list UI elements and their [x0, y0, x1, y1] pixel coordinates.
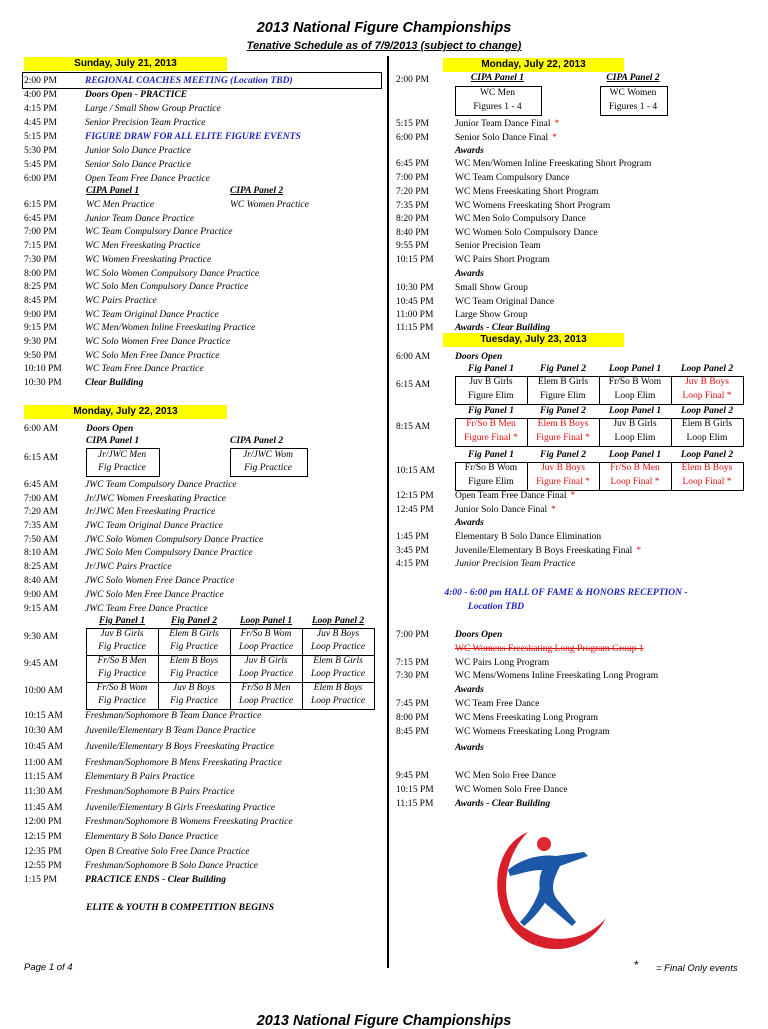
time-label: 12:35 PM: [24, 847, 62, 857]
event-label: JWC Solo Men Free Dance Practice: [85, 590, 224, 600]
event-label: Juvenile/Elementary B Boys Freeskating Practice: [85, 742, 275, 752]
event-label: WC Solo Women Free Dance Practice: [85, 337, 231, 347]
cell-event: Juv B Girls: [100, 629, 144, 639]
time-label: 8:40 AM: [24, 576, 59, 586]
cell-event: Fr/So B Men: [466, 419, 516, 429]
grid-header: Loop Panel 1: [239, 616, 293, 626]
cell-type: Loop Elim: [686, 433, 728, 443]
cell-type: Loop Practice: [310, 642, 366, 652]
time-label: 9:50 PM: [24, 351, 57, 361]
time-label: 8:25 AM: [24, 562, 59, 572]
panel-header: CIPA Panel 1: [470, 73, 525, 83]
event-label: WC Womens Freeskating Short Program: [455, 201, 611, 211]
event-label: Awards: [455, 518, 484, 528]
time-label: 10:15 PM: [396, 255, 434, 265]
event-label: WC Pairs Practice: [85, 296, 157, 306]
event-label: Juvenile/Elementary B Girls Freeskating Practice: [85, 803, 276, 813]
time-label: 6:15 AM: [24, 453, 59, 463]
event-label: WC Men Practice: [86, 200, 155, 210]
cell-event: Elem B Girls: [313, 656, 363, 666]
event-label: WC Women Practice: [230, 200, 309, 210]
cell-event: Fr/So B Wom: [96, 683, 148, 693]
time-label: 11:30 AM: [24, 787, 63, 797]
time-label: 9:45 AM: [24, 659, 59, 669]
time-label: 11:00 PM: [396, 310, 434, 320]
cell-type: Fig Practice: [98, 642, 146, 652]
event-label: Junior Solo Dance Practice: [85, 146, 191, 156]
cell-type: Loop Practice: [310, 696, 366, 706]
cell-type: Loop Practice: [238, 696, 294, 706]
event-label: Awards: [455, 743, 484, 753]
event-label: JWC Solo Women Compulsory Dance Practice: [85, 535, 264, 545]
time-label: 8:40 PM: [396, 228, 429, 238]
event-label: Junior Team Dance Final *: [455, 119, 560, 129]
cell-type: Loop Elim: [614, 391, 656, 401]
cell-event: Juv B Girls: [469, 377, 513, 387]
event-label: Juvenile/Elementary B Boys Freeskating Final *: [455, 546, 642, 556]
time-label: 12:15 PM: [396, 491, 434, 501]
event-label: Open Team Free Dance Final *: [455, 491, 576, 501]
event-label: Awards - Clear Building: [455, 323, 551, 333]
grid-header: Loop Panel 1: [608, 406, 662, 416]
event-label: WC Team Compulsory Dance: [455, 173, 570, 183]
time-label: 10:15 PM: [396, 785, 434, 795]
cell-event: Elem B Boys: [537, 419, 589, 429]
time-label: 12:00 PM: [24, 817, 62, 827]
event-label: JWC Team Original Dance Practice: [85, 521, 223, 531]
time-label: 5:45 PM: [24, 160, 57, 170]
legend-star: *: [634, 958, 639, 972]
time-label: 7:15 PM: [24, 241, 57, 251]
time-label: 8:45 PM: [24, 296, 57, 306]
time-label: 8:00 PM: [396, 713, 429, 723]
time-label: 10:45 AM: [24, 742, 63, 752]
event-label: WC Men/Women Inline Freeskating Practice: [85, 323, 256, 333]
time-label: 11:00 AM: [24, 758, 63, 768]
event-label: Large Show Group: [455, 310, 528, 320]
cell-event: Elem B Girls: [169, 629, 219, 639]
cell-type: Figure Final *: [536, 433, 590, 443]
cell-type: Figure Elim: [468, 391, 514, 401]
event-label: JWC Team Compulsory Dance Practice: [85, 480, 237, 490]
event-label: Junior Team Dance Practice: [85, 214, 195, 224]
panel-header: CIPA Panel 2: [606, 73, 660, 83]
time-label: 12:55 PM: [24, 861, 62, 871]
event-label: WC Team Original Dance Practice: [85, 310, 219, 320]
event-label: Junior Precision Team Practice: [455, 559, 576, 569]
legend-text: = Final Only events: [656, 963, 738, 974]
cell-type: Figure Final *: [464, 433, 518, 443]
event-label: WC Solo Men Free Dance Practice: [85, 351, 220, 361]
cell-label: Jr/JWC Men: [97, 450, 147, 460]
event-label: Clear Building: [85, 378, 144, 388]
event-label: Elementary B Solo Dance Practice: [85, 832, 218, 842]
event-label: JWC Solo Men Compulsory Dance Practice: [85, 548, 253, 558]
time-label: 5:30 PM: [24, 146, 57, 156]
time-label: 8:15 AM: [396, 422, 431, 432]
grid-header: Loop Panel 2: [680, 450, 734, 460]
grid-header: Loop Panel 1: [608, 364, 662, 374]
day-header-monday-right: Monday, July 22, 2013: [443, 58, 624, 72]
logo-head: [537, 837, 551, 851]
time-label: 10:00 AM: [24, 686, 63, 696]
time-label: 9:30 PM: [24, 337, 57, 347]
cell-event: Elem B Girls: [681, 419, 733, 429]
time-label: 4:15 PM: [24, 104, 57, 114]
logo-skater-leg: [520, 888, 548, 926]
grid-header: Loop Panel 2: [680, 406, 734, 416]
cell-event: Elem B Boys: [313, 683, 363, 693]
time-label: 12:45 PM: [396, 505, 434, 515]
panel-header: CIPA Panel 1: [86, 186, 140, 196]
event-label: Awards: [455, 685, 484, 695]
time-label: 12:15 PM: [24, 832, 62, 842]
cell-event: Elem B Boys: [169, 656, 219, 666]
time-label: 4:00 PM: [24, 90, 57, 100]
time-label: 7:20 AM: [24, 507, 59, 517]
page-subtitle: Tenative Schedule as of 7/9/2013 (subject to change): [246, 40, 522, 52]
cell-type: Figure Final *: [536, 477, 590, 487]
panel-header: CIPA Panel 2: [230, 436, 284, 446]
time-label: 7:35 PM: [396, 201, 429, 211]
time-label: 4:45 PM: [24, 118, 57, 128]
time-label: 7:00 AM: [24, 494, 59, 504]
event-label: WC Team Free Dance: [455, 699, 540, 709]
grid-header: Fig Panel 1: [468, 364, 514, 374]
time-label: 6:00 PM: [396, 133, 429, 143]
event-label: FIGURE DRAW FOR ALL ELITE FIGURE EVENTS: [85, 132, 301, 142]
cell-type: Fig Practice: [98, 696, 146, 706]
time-label: 9:45 PM: [396, 771, 429, 781]
event-label: WC Pairs Long Program: [455, 658, 550, 668]
cell-type: Loop Practice: [310, 669, 366, 679]
cell-type: Loop Practice: [238, 669, 294, 679]
day-header-monday-left: Monday, July 22, 2013: [24, 405, 227, 419]
cell-event: Fr/So B Men: [241, 683, 291, 693]
cell-label: Figures 1 - 4: [608, 102, 658, 112]
event-label: Senior Solo Dance Practice: [85, 160, 191, 170]
time-label: 4:15 PM: [396, 559, 429, 569]
cell-type: Fig Practice: [170, 669, 218, 679]
event-label: Awards - Clear Building: [455, 799, 551, 809]
event-label: WC Mens/Womens Inline Freeskating Long Program: [455, 671, 659, 681]
final-only-star: *: [552, 133, 557, 143]
time-label: 7:00 PM: [24, 227, 57, 237]
cell-event: Juv B Boys: [316, 629, 360, 639]
cell-label: Jr/JWC Wom: [242, 450, 294, 460]
event-label: Elementary B Pairs Practice: [85, 772, 195, 782]
final-only-star: *: [570, 491, 576, 501]
logo-skater-body: [508, 852, 588, 926]
time-label: 2:00 PM: [396, 75, 429, 85]
grid-header: Fig Panel 2: [540, 406, 586, 416]
time-label: 7:30 PM: [24, 255, 57, 265]
time-label: 9:00 PM: [24, 310, 57, 320]
day-header-sunday: Sunday, July 21, 2013: [24, 57, 227, 71]
time-label: 11:15 PM: [396, 799, 434, 809]
time-label: 2:00 PM: [24, 76, 57, 86]
time-label: 10:30 AM: [24, 726, 63, 736]
time-label: 7:45 PM: [396, 699, 429, 709]
time-label: 7:20 PM: [396, 187, 429, 197]
time-label: 7:15 PM: [396, 658, 429, 668]
elite-youth-heading: ELITE & YOUTH B COMPETITION BEGINS: [86, 903, 275, 913]
time-label: 11:15 PM: [396, 323, 434, 333]
cell-type: Fig Practice: [170, 696, 218, 706]
time-label: 10:10 PM: [24, 364, 62, 374]
cell-type: Fig Practice: [170, 642, 218, 652]
time-label: 7:30 PM: [396, 671, 429, 681]
event-label: Senior Precision Team Practice: [85, 118, 206, 128]
cell-event: Juv B Boys: [172, 683, 216, 693]
event-label: Small Show Group: [455, 283, 528, 293]
time-label: 6:00 AM: [396, 352, 431, 362]
cell-event: Fr/So B Wom: [464, 463, 518, 473]
event-label: WC Mens Freeskating Short Program: [455, 187, 599, 197]
hall-of-fame-heading: 4:00 - 6:00 pm HALL OF FAME & HONORS RECEPTION -: [444, 588, 688, 598]
coaches-meeting-box: [22, 72, 382, 89]
event-label: Jr/JWC Pairs Practice: [85, 562, 172, 572]
cell-event: Juv B Girls: [613, 419, 657, 429]
time-label: 10:30 PM: [24, 378, 62, 388]
time-label: 8:25 PM: [24, 282, 57, 292]
grid-header: Fig Panel 1: [468, 450, 514, 460]
cell-event: Elem B Boys: [681, 463, 733, 473]
time-label: 7:50 AM: [24, 535, 59, 545]
time-label: 6:15 AM: [396, 380, 431, 390]
event-label: Open B Creative Solo Free Dance Practice: [85, 847, 250, 857]
time-label: 9:15 AM: [24, 604, 59, 614]
grid-header: Fig Panel 2: [540, 450, 586, 460]
time-label: 7:00 PM: [396, 173, 429, 183]
skater-logo: [480, 818, 620, 958]
final-only-star: *: [636, 546, 642, 556]
cell-type: Loop Final *: [682, 391, 732, 401]
time-label: 6:45 AM: [24, 480, 59, 490]
cell-event: Fr/So B Men: [610, 463, 660, 473]
event-label: WC Women Solo Compulsory Dance: [455, 228, 598, 238]
event-label: WC Team Original Dance: [455, 297, 555, 307]
time-label: 6:15 PM: [24, 200, 57, 210]
panel-header: CIPA Panel 2: [230, 186, 284, 196]
cell-label: Figures 1 - 4: [473, 102, 522, 112]
hall-of-fame-location: Location TBD: [467, 602, 525, 612]
event-label: WC Womens Freeskating Long Program: [455, 727, 610, 737]
event-label: Junior Solo Dance Final *: [455, 505, 556, 515]
cell-type: Figure Elim: [540, 391, 586, 401]
page-number: Page 1 of 4: [24, 962, 73, 973]
event-label: Doors Open - PRACTICE: [85, 90, 188, 100]
cell-label: Fig Practice: [244, 463, 292, 473]
cell-event: Juv B Girls: [244, 656, 288, 666]
time-label: 5:15 PM: [396, 119, 429, 129]
cell-event: Fr/So B Wom: [240, 629, 292, 639]
grid-header: Loop Panel 2: [311, 616, 365, 626]
event-label: Elementary B Solo Dance Elimination: [455, 532, 602, 542]
event-label: PRACTICE ENDS - Clear Building: [85, 875, 226, 885]
event-label: WC Womens Freeskating Long Program Group 1: [455, 644, 644, 654]
event-label: Awards: [455, 269, 484, 279]
time-label: 9:15 PM: [24, 323, 57, 333]
event-label: WC Pairs Short Program: [455, 255, 550, 265]
grid-header: Loop Panel 2: [680, 364, 734, 374]
time-label: 6:45 PM: [396, 159, 429, 169]
time-label: 9:55 PM: [396, 241, 429, 251]
event-label: REGIONAL COACHES MEETING (Location TBD): [85, 76, 293, 86]
event-label: Freshman/Sophomore B Team Dance Practice: [85, 711, 262, 721]
panel-header: CIPA Panel 1: [86, 436, 140, 446]
final-only-star: *: [551, 505, 556, 515]
next-page-title: 2013 National Figure Championships: [256, 1013, 512, 1029]
time-label: 9:00 AM: [24, 590, 59, 600]
time-label: 10:15 AM: [24, 711, 63, 721]
event-label: Jr/JWC Men Freeskating Practice: [85, 507, 216, 517]
page-title: 2013 National Figure Championships: [256, 20, 512, 36]
event-label: Senior Solo Dance Final *: [455, 133, 557, 143]
time-label: 6:45 PM: [24, 214, 57, 224]
event-label: WC Men Solo Free Dance: [455, 771, 556, 781]
event-label: JWC Solo Women Free Dance Practice: [85, 576, 235, 586]
event-label: Juvenile/Elementary B Team Dance Practice: [85, 726, 256, 736]
time-label: 10:30 PM: [396, 283, 434, 293]
event-label: WC Men Freeskating Practice: [85, 241, 201, 251]
event-label: Awards: [455, 146, 484, 156]
cell-type: Fig Practice: [98, 669, 146, 679]
time-label: 7:00 PM: [396, 630, 429, 640]
cell-type: Loop Practice: [238, 642, 294, 652]
event-label: WC Women Freeskating Practice: [85, 255, 212, 265]
time-label: 8:45 PM: [396, 727, 429, 737]
time-label: 6:00 PM: [24, 174, 57, 184]
time-label: 1:45 PM: [396, 532, 429, 542]
column-divider: [387, 56, 389, 968]
event-label: JWC Team Free Dance Practice: [85, 604, 208, 614]
time-label: 1:15 PM: [24, 875, 57, 885]
time-label: 11:45 AM: [24, 803, 63, 813]
time-label: 8:20 PM: [396, 214, 429, 224]
event-label: Doors Open: [86, 424, 134, 434]
cell-label: WC Men: [479, 88, 516, 98]
time-label: 5:15 PM: [24, 132, 57, 142]
event-label: WC Team Free Dance Practice: [85, 364, 204, 374]
cell-event: Juv B Boys: [541, 463, 585, 473]
grid-header: Fig Panel 2: [540, 364, 586, 374]
event-label: Freshman/Sophomore B Womens Freeskating Practice: [85, 817, 293, 827]
time-label: 8:00 PM: [24, 269, 57, 279]
event-label: WC Mens Freeskating Long Program: [455, 713, 599, 723]
event-label: WC Men/Women Inline Freeskating Short Program: [455, 159, 652, 169]
event-label: WC Women Solo Free Dance: [455, 785, 568, 795]
day-header-tuesday: Tuesday, July 23, 2013: [443, 333, 624, 347]
event-label: Large / Small Show Group Practice: [85, 104, 221, 114]
cell-label: WC Women: [609, 88, 657, 98]
time-label: 9:30 AM: [24, 632, 59, 642]
event-label: Freshman/Sophomore B Solo Dance Practice: [85, 861, 258, 871]
grid-header: Fig Panel 2: [171, 616, 217, 626]
grid-header: Fig Panel 1: [468, 406, 514, 416]
time-label: 10:15 AM: [396, 466, 435, 476]
time-label: 8:10 AM: [24, 548, 59, 558]
event-label: Freshman/Sophomore B Mens Freeskating Practice: [85, 758, 282, 768]
time-label: 10:45 PM: [396, 297, 434, 307]
time-label: 7:35 AM: [24, 521, 59, 531]
cell-event: Fr/So B Men: [97, 656, 147, 666]
event-label: Open Team Free Dance Practice: [85, 174, 210, 184]
event-label: Freshman/Sophomore B Pairs Practice: [85, 787, 235, 797]
cell-type: Loop Elim: [614, 433, 656, 443]
cell-label: Fig Practice: [98, 463, 146, 473]
time-label: 6:00 AM: [24, 424, 59, 434]
event-label: Senior Precision Team: [455, 241, 541, 251]
event-label: Doors Open: [455, 630, 503, 640]
event-label: WC Solo Women Compulsory Dance Practice: [85, 269, 260, 279]
event-label: Jr/JWC Women Freeskating Practice: [85, 494, 226, 504]
time-label: 11:15 AM: [24, 772, 63, 782]
event-label: WC Solo Men Compulsory Dance Practice: [85, 282, 249, 292]
event-label: Doors Open: [455, 352, 503, 362]
event-label: WC Men Solo Compulsory Dance: [455, 214, 586, 224]
cell-type: Loop Final *: [610, 477, 660, 487]
time-label: 3:45 PM: [396, 546, 429, 556]
cell-type: Figure Elim: [468, 477, 514, 487]
grid-header: Loop Panel 1: [608, 450, 662, 460]
cell-event: Juv B Boys: [685, 377, 729, 387]
final-only-star: *: [554, 119, 560, 129]
cell-type: Loop Final *: [682, 477, 732, 487]
cell-event: Elem B Girls: [537, 377, 589, 387]
grid-header: Fig Panel 1: [99, 616, 145, 626]
cell-event: Fr/So B Wom: [608, 377, 662, 387]
event-label: WC Team Compulsory Dance Practice: [85, 227, 233, 237]
